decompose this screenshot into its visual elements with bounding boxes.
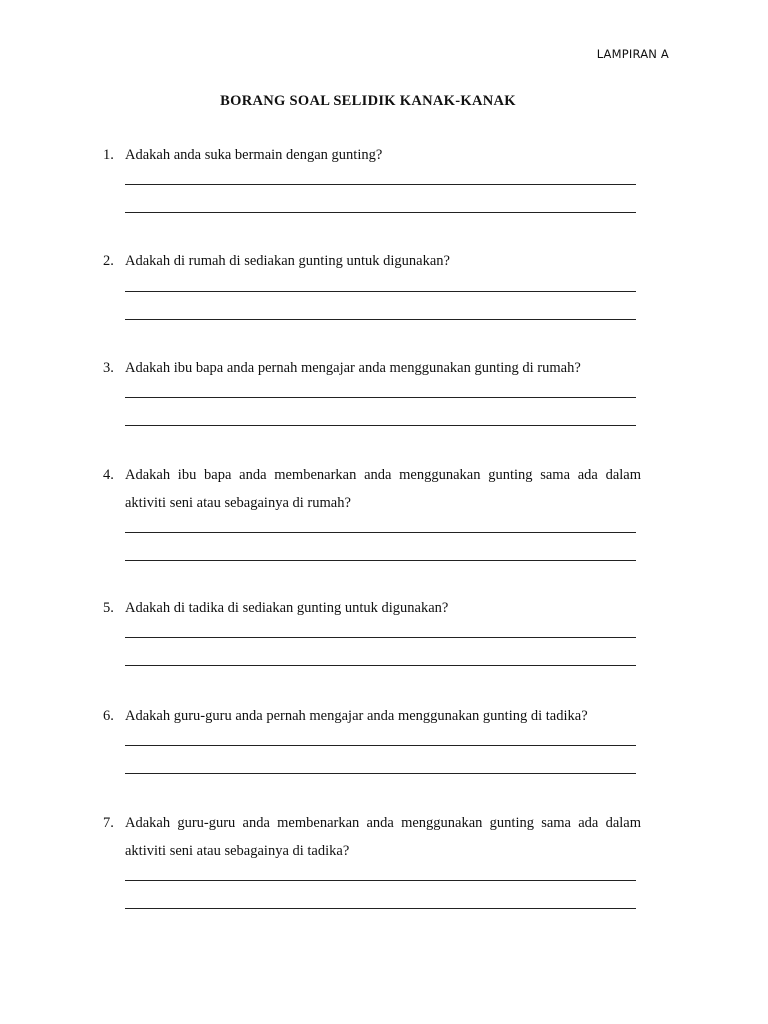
answer-area[interactable] [125, 637, 641, 666]
question-2 [103, 247, 641, 320]
answer-area[interactable] [125, 397, 641, 426]
question-number: 7. [103, 815, 114, 831]
form-title: BORANG SOAL SELIDIK KANAK-KANAK [220, 93, 516, 109]
answer-line[interactable] [125, 773, 636, 774]
question-text: Adakah anda suka bermain dengan gunting? [125, 147, 383, 163]
answer-line[interactable] [125, 319, 636, 320]
answer-line[interactable] [125, 908, 636, 909]
question-text: Adakah di rumah di sediakan gunting untuk digunakan? [125, 253, 450, 269]
answer-area[interactable] [125, 880, 641, 909]
question-text: Adakah guru-guru anda pernah mengajar anda menggunakan gunting di tadika? [125, 708, 588, 724]
answer-line[interactable] [125, 425, 636, 426]
question-number: 5. [103, 600, 114, 616]
question-number: 1. [103, 147, 114, 163]
answer-line[interactable] [125, 637, 636, 638]
answer-line[interactable] [125, 532, 636, 533]
answer-area[interactable] [125, 745, 641, 774]
question-1 [103, 141, 641, 213]
answer-area[interactable] [125, 291, 641, 320]
answer-line[interactable] [125, 397, 636, 398]
answer-line[interactable] [125, 560, 636, 561]
question-number: 4. [103, 467, 114, 483]
appendix-label: LAMPIRAN A [596, 47, 669, 61]
question-text: Adakah di tadika di sediakan gunting untuk digunakan? [125, 600, 449, 616]
answer-line[interactable] [125, 212, 636, 213]
question-7 [103, 809, 641, 909]
question-text: Adakah guru-guru anda membenarkan anda menggunakan gunting sama ada dalam aktiviti seni atau sebagainya di tadika? [125, 815, 641, 859]
question-number: 3. [103, 360, 114, 376]
answer-line[interactable] [125, 184, 636, 185]
question-number: 2. [103, 253, 114, 269]
question-4 [103, 461, 641, 561]
question-number: 6. [103, 708, 114, 724]
answer-line[interactable] [125, 745, 636, 746]
answer-line[interactable] [125, 665, 636, 666]
question-text: Adakah ibu bapa anda membenarkan anda menggunakan gunting sama ada dalam aktiviti seni atau sebagainya di rumah? [125, 467, 641, 511]
question-3 [103, 354, 641, 426]
answer-line[interactable] [125, 291, 636, 292]
question-6 [103, 702, 641, 774]
question-text: Adakah ibu bapa anda pernah mengajar anda menggunakan gunting di rumah? [125, 360, 581, 376]
answer-area[interactable] [125, 184, 641, 213]
answer-line[interactable] [125, 880, 636, 881]
question-5 [103, 594, 641, 666]
answer-area[interactable] [125, 532, 641, 561]
